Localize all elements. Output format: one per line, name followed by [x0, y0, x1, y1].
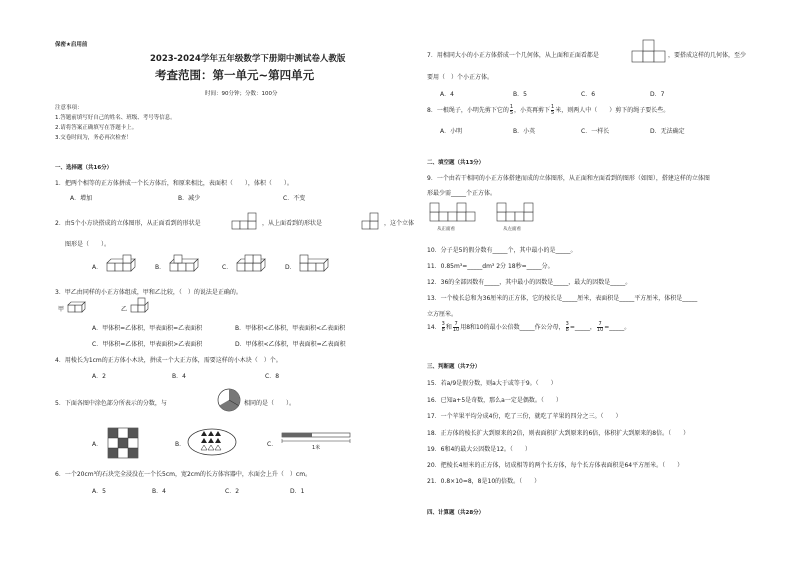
section-heading: 一、选择题（共16分） — [55, 165, 113, 171]
option: A．小明 — [440, 128, 463, 135]
note-item: 3.交卷时间为，务必再次检查！ — [55, 135, 132, 141]
notes-heading: 注意事项： — [55, 105, 83, 111]
solid-figure-c — [237, 255, 269, 275]
fraction: $\frac{7}{10}$ — [596, 321, 604, 333]
question-3: 3．甲乙由同样的小正方体组成，甲和乙比较，（ ）的说法是正确的。 — [55, 289, 242, 296]
option: B． — [155, 264, 166, 271]
option: C． — [267, 441, 278, 448]
option: A．增加 — [70, 195, 93, 202]
option: C．甲体积=乙体积，甲表面积>乙表面积 — [92, 341, 203, 348]
option: B．甲体积<乙体积，甲表面积<乙表面积 — [235, 325, 346, 332]
question-7-text: 要用（ ）个小正方体。 — [427, 74, 494, 81]
question-11: 11．0.85m³=_____dm³ 2分 18秒=_____分。 — [427, 263, 554, 270]
option: B．4 — [172, 373, 186, 380]
question-2-text: ，从上面看到的形状是 — [262, 220, 323, 227]
ruler-label: 1米 — [312, 445, 321, 451]
question-5: 5．下面各图中涂色部分所表示的分数，与 — [55, 400, 167, 407]
solid-figure-b — [170, 255, 202, 275]
top-view-figure — [362, 213, 386, 229]
note-item: 2.请将答案正确填写在答题卡上。 — [55, 125, 138, 131]
fraction: $\frac{1}{5}$ — [551, 104, 555, 116]
front-view-figure — [232, 213, 264, 229]
exam-range: 考查范围：第一单元~第四单元 — [155, 68, 315, 82]
fraction: $\frac{3}{8}$ — [565, 321, 569, 333]
question-4: 4．用棱长为1cm的正方体小木块，拼成一个大正方体，需要这样的小木块（ ）个。 — [55, 357, 282, 364]
question-2-text: ，这个立体 — [384, 220, 415, 227]
option: A． — [92, 264, 103, 271]
question-15: 15．若a/9是假分数，则a大于或等于9。（ ） — [427, 380, 557, 387]
option: B．4 — [152, 488, 166, 495]
fraction: $\frac{3}{8}$ — [441, 321, 445, 333]
option: A．5 — [92, 488, 106, 495]
exam-time: 时间：90分钟；分数：100分 — [205, 91, 278, 97]
fraction: $\frac{7}{10}$ — [452, 321, 460, 333]
question-19: 19．6和4的最大公因数是12。（ ） — [427, 446, 531, 453]
top-front-view-figure — [632, 40, 666, 62]
question-7: 7．用相同大小的小正方体搭成一个几何体，从上面和正面看都是 — [427, 52, 599, 59]
option: C．6 — [581, 91, 596, 98]
option: C．不变 — [283, 195, 306, 202]
option: B．减少 — [178, 195, 201, 202]
solid-yi — [131, 297, 153, 317]
option: D．7 — [650, 91, 665, 98]
option: D．甲体积<乙体积，甲表面积=乙表面积 — [235, 341, 346, 348]
section-heading: 二、填空题（共13分） — [427, 160, 485, 166]
section-heading: 三、判断题（共7分） — [427, 364, 481, 370]
grid-figure — [108, 428, 138, 458]
caption-front: 从正面看 — [437, 227, 455, 232]
confidential-mark: 保密★启用前 — [55, 42, 88, 48]
question-20: 20．把棱长4厘米的正方体，切成相等的两个长方体，每个长方体表面积是64平方厘米。（ ） — [427, 462, 684, 469]
solid-jia — [68, 299, 90, 317]
question-6: 6．一个20cm³的石块完全浸没在一个长5cm，宽2cm的长方体容器中，水面会上升（ ）cm。 — [55, 471, 312, 478]
question-8-text: 8．一根绳子，小明先剪下它的 — [427, 107, 509, 114]
question-13-text: 立方厘米。 — [427, 311, 458, 318]
question-2: 2．由5个小方块搭成的立体图形，从正面看到的形状是 — [55, 220, 201, 227]
option: B． — [175, 441, 186, 448]
caption-left: 从左面看 — [503, 227, 521, 232]
pie-reference-figure — [217, 388, 241, 412]
question-18: 18．正方体的棱长扩大到原来的2倍，则表面积扩大到原来的6倍，体积扩大到原来的8倍。（ ） — [427, 430, 690, 437]
question-10: 10．分子是5的假分数有_____个，其中最小的是_____。 — [427, 247, 577, 254]
solid-figure-a — [107, 255, 139, 275]
label-jia: 甲 — [58, 306, 65, 313]
option: A．4 — [440, 91, 454, 98]
solid-figure-d — [300, 255, 332, 275]
option: C．2 — [225, 488, 240, 495]
option: C．一样长 — [581, 128, 610, 135]
question-5-text: 相同的是（ ）。 — [244, 400, 296, 407]
question-9: 9．一个由若干相同的小正方体搭建而成的立体图形，从正面和左面看到的图形（如图），搭建这样的立体图 — [427, 175, 710, 182]
fraction: $\frac{1}{5}$ — [509, 104, 514, 116]
question-17: 17．一个苹果平均分成4份，吃了三份，就吃了苹果的四分之三。（ ） — [427, 413, 622, 420]
option: C． — [222, 264, 233, 271]
option: C．8 — [265, 373, 280, 380]
option: B．5 — [513, 91, 527, 98]
exam-title: 2023-2024学年五年级数学下册期中测试卷人教版 — [150, 54, 346, 64]
note-item: 1.答题前填写好自己的姓名、班级、考号等信息。 — [55, 115, 176, 121]
question-9-text: 形最少需_____个正方体。 — [427, 190, 497, 197]
question-14: 14． $\frac{3}{8}$ 和 $\frac{7}{10}$ 用8和10的最小公倍数_____作公分母， $\frac{3}{8}$ =_____， $\frac{7}{10}$ =_____。 — [427, 321, 631, 333]
option: D．无法确定 — [650, 128, 685, 135]
option: A．甲体积=乙体积，甲表面积=乙表面积 — [92, 325, 203, 332]
question-12: 12．36的全部因数有_____，其中最小的因数是_____，最大的因数是_____。 — [427, 279, 632, 286]
question-16: 16．已知a+5是奇数，那么a一定是偶数。（ ） — [427, 397, 562, 404]
option: D． — [285, 264, 296, 271]
option: A． — [92, 441, 103, 448]
question-1: 1．把两个相等的正方体拼成一个长方体后，和原来相比，表面积（ ），体积（ ）。 — [55, 180, 293, 187]
triangle-oval-figure — [187, 428, 237, 456]
question-21: 21．0.8×10=8，8是10的倍数。（ ） — [427, 478, 541, 485]
option: D．1 — [290, 488, 305, 495]
question-2-text: 图形是（ ）。 — [65, 241, 111, 248]
label-yi: 乙 — [121, 306, 128, 313]
option: B．小英 — [513, 128, 536, 135]
option: A．2 — [92, 373, 106, 380]
question-13: 13．一个棱长总和为36厘米的正方体，它的棱长是_____厘米，表面积是_____平方厘米，体积是_____ — [427, 295, 698, 302]
section-heading: 四、计算题（共28分） — [427, 510, 485, 516]
question-7-text: ，要搭成这样的几何体，至少 — [668, 52, 747, 59]
question-8: 8．一根绳子，小明先剪下它的 $\frac{1}{5}$ ，小英再剪下 $\frac{1}{5}$ 米，则两人中（ ）剪下的绳子要长些。 — [427, 104, 670, 116]
